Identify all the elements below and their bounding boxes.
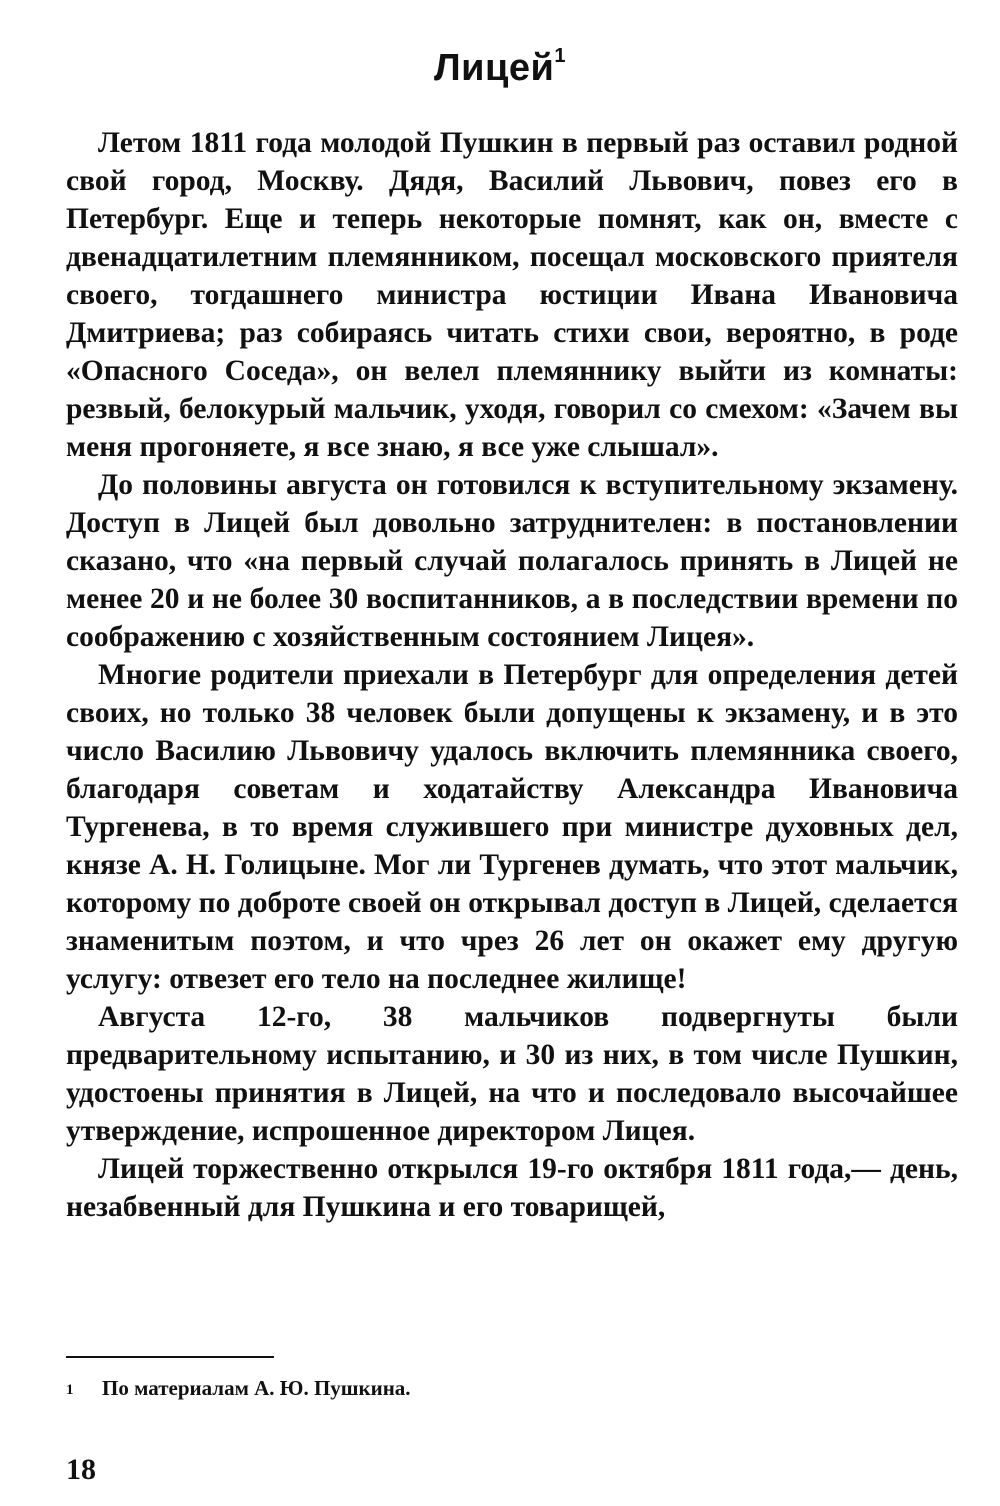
footnote-text: По материалам А. Ю. Пушкина. (102, 1376, 411, 1400)
title-text: Лицей (433, 47, 555, 89)
paragraph: До половины августа он готовился к вступительному экзамену. Доступ в Лицей был довольно затруднителен: в постановлении сказано, что «на первый случай полагалось принять в Лицей не менее 20 и не более 30 воспитанников, а в последствии времени по соображению с хозяйственным состоянием Лицея». (66, 469, 958, 653)
page-title (0, 44, 1000, 92)
footnote (66, 1374, 958, 1402)
paragraph: Многие родители приехали в Петербург для определения детей своих, но только 38 человек были допущены к экзамену, и в это число Василию Львовичу удалось включить племянника своего, благодаря советам и ходатайству Александра Ивановича Тургенева, в то время служившего при министре духовных дел, князе А. Н. Голицыне. Мог ли Тургенев думать, что этот мальчик, которому по доброте своей он открывал доступ в Лицей, сделается знаменитым поэтом, и что чрез 26 лет он окажет ему другую услугу: отвезет его тело на последнее жилище! (66, 659, 958, 995)
footnote-mark: 1 (66, 1382, 74, 1398)
title-footnote-ref: 1 (554, 45, 566, 68)
paragraph: Летом 1811 года молодой Пушкин в первый раз оставил родной свой город, Москву. Дядя, Василий Львович, повез его в Петербург. Еще и теперь некоторые помнят, как он, вместе с двенадцатилетним племянником, посещал московского приятеля своего, тогдашнего министра юстиции Ивана Ивановича Дмитриева; раз собираясь читать стихи свои, вероятно, в роде «Опасного Соседа», он велел племяннику выйти из комнаты: резвый, белокурый мальчик, уходя, говорил со смехом: «Зачем вы меня прогоняете, я все знаю, я все уже слышал». (66, 127, 958, 463)
page-number: 18 (66, 1453, 96, 1486)
paragraph: Лицей торжественно открылся 19-го октября 1811 года,— день, незабвенный для Пушкина и его товарищей, (66, 1153, 958, 1223)
body-text (66, 124, 958, 1226)
footnote-divider (66, 1356, 274, 1358)
paragraph: Августа 12-го, 38 мальчиков подвергнуты были предварительному испытанию, и 30 из них, в том числе Пушкин, удостоены принятия в Лицей, на что и последовало высочайшее утверждение, испрошенное директором Лицея. (66, 1001, 958, 1147)
